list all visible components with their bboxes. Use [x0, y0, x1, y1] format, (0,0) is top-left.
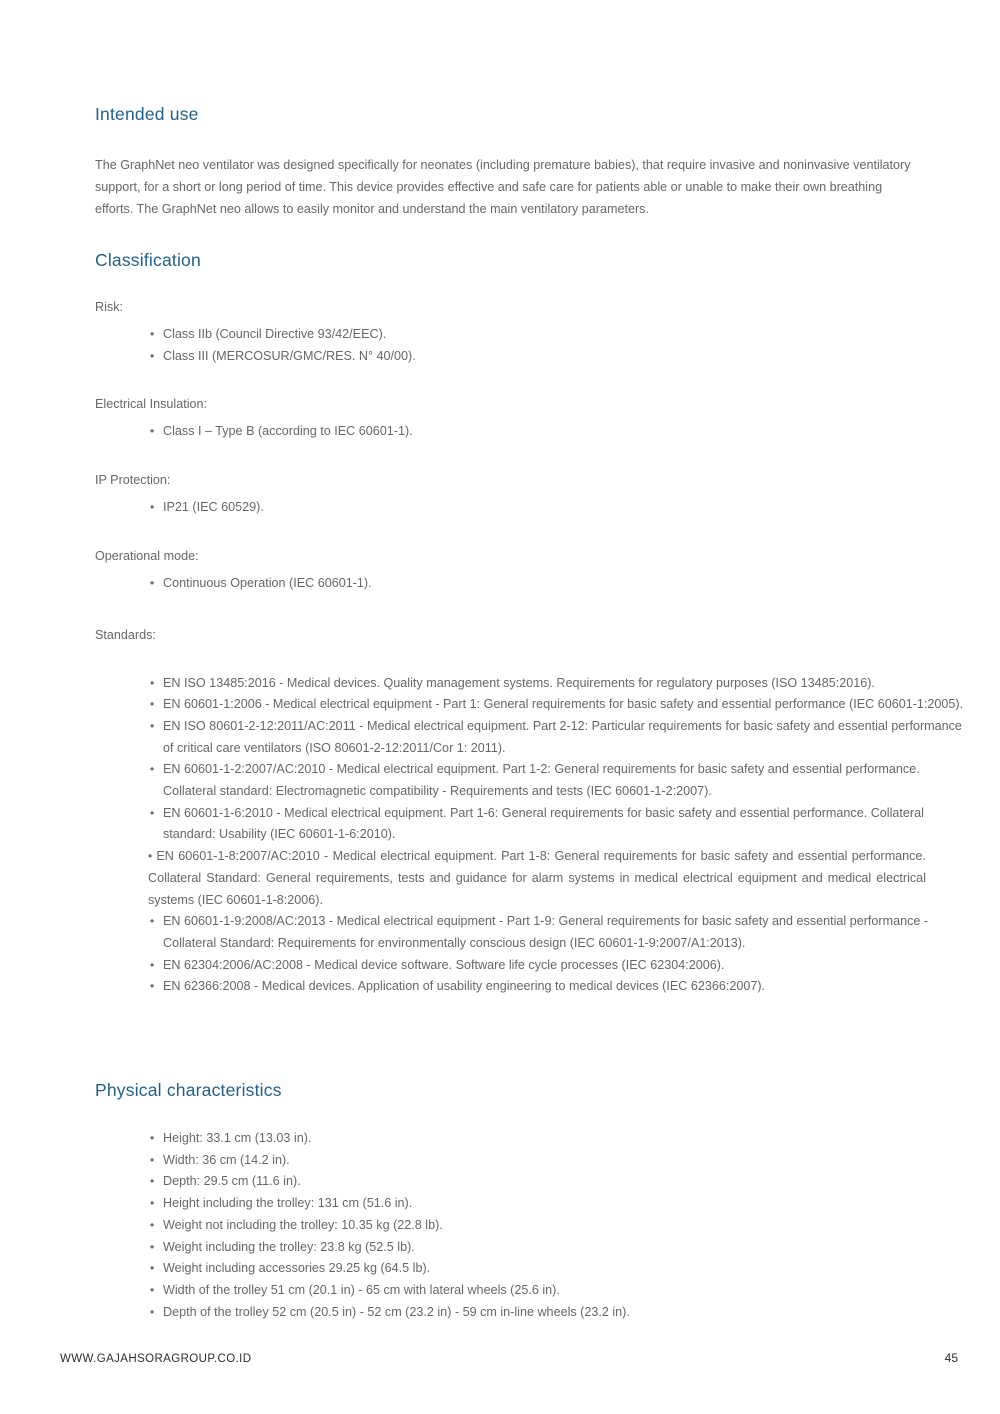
- electrical-insulation-list: [150, 421, 967, 443]
- section-title-classification: Classification: [95, 250, 201, 270]
- list-item: • IP21 (IEC 60529).: [150, 497, 954, 519]
- group-label-standards: Standards:: [95, 627, 156, 642]
- list-item: • Weight including accessories 29.25 kg (64.5 lb).: [150, 1258, 954, 1280]
- list-item: • Class I – Type B (according to IEC 60601-1).: [150, 421, 954, 443]
- list-item: • Continuous Operation (IEC 60601-1).: [150, 573, 954, 595]
- section-title-intended-use: Intended use: [95, 104, 199, 124]
- group-label-ip-protection: IP Protection:: [95, 473, 171, 488]
- page-number: 45: [944, 1351, 958, 1365]
- list-item: • Class III (MERCOSUR/GMC/RES. N° 40/00).: [150, 346, 954, 368]
- list-item: • Weight including the trolley: 23.8 kg (52.5 lb).: [150, 1237, 954, 1259]
- classification-group-operational-mode: [95, 549, 967, 595]
- section-title-physical-characteristics: Physical characteristics: [95, 1080, 282, 1101]
- standards-list: [95, 673, 967, 999]
- group-label-risk: Risk:: [95, 300, 123, 314]
- footer-website: WWW.GAJAHSORAGROUP.CO.ID: [60, 1353, 252, 1365]
- standard-item: • EN ISO 13485:2016 - Medical devices. Quality management systems. Requirements for regulatory purposes (ISO 13485:2016).: [150, 673, 967, 695]
- list-item: • Height: 33.1 cm (13.03 in).: [150, 1128, 954, 1150]
- list-item: • Width: 36 cm (14.2 in).: [150, 1150, 954, 1172]
- standard-item: • EN 60601-1-8:2007/AC:2010 - Medical electrical equipment. Part 1-8: General requirements for basic safety and essential performance. Collateral Standard: General requirements, tests and guidance for alarm systems in medical electrical equipment and medical electrical systems (IEC 60601-1-8:2006).: [148, 846, 926, 911]
- standard-item: • EN 60601-1-9:2008/AC:2013 - Medical electrical equipment - Part 1-9: General requirements for basic safety and essential performance - Collateral Standard: Requirements for environmentally conscious design (IEC 60601-1-9:2007/A1:2013).: [150, 911, 967, 954]
- list-item: • Depth: 29.5 cm (11.6 in).: [150, 1171, 954, 1193]
- risk-list: [150, 324, 967, 367]
- standard-item: • EN ISO 80601-2-12:2011/AC:2011 - Medical electrical equipment. Part 2-12: Particular requirements for basic safety and essential performance of critical care ventilators (ISO 80601-2-12:2011/Cor 1: 2011).: [150, 716, 967, 759]
- classification-group-risk: [95, 300, 967, 367]
- standard-item: • EN 60601-1-2:2007/AC:2010 - Medical electrical equipment. Part 1-2: General requirements for basic safety and essential performance. Collateral standard: Electromagnetic compatibility - Requirements and tests (IEC 60601-1-2:2007).: [150, 759, 967, 802]
- standard-item: • EN 62366:2008 - Medical devices. Application of usability engineering to medical devices (IEC 62366:2007).: [150, 976, 967, 998]
- list-item: • Weight not including the trolley: 10.35 kg (22.8 lb).: [150, 1215, 954, 1237]
- standard-item: • EN 62304:2006/AC:2008 - Medical device software. Software life cycle processes (IEC 62304:2006).: [150, 955, 967, 977]
- ip-protection-list: [150, 497, 967, 519]
- classification-group-electrical-insulation: [95, 397, 967, 443]
- intended-use-paragraph: The GraphNet neo ventilator was designed specifically for neonates (including premature babies), that require invasive and noninvasive ventilatory support, for a short or long period of time. This device provides effective and safe care for patients able or unable to make their own breathing efforts. The GraphNet neo allows to easily monitor and understand the main ventilatory parameters.: [95, 158, 911, 216]
- group-label-electrical-insulation: Electrical Insulation:: [95, 397, 207, 412]
- page-footer: [60, 1351, 958, 1365]
- classification-group-ip-protection: [95, 473, 967, 519]
- physical-characteristics-list: [150, 1128, 967, 1323]
- group-label-operational-mode: Operational mode:: [95, 548, 199, 563]
- list-item: • Height including the trolley: 131 cm (51.6 in).: [150, 1193, 954, 1215]
- operational-mode-list: [150, 573, 967, 595]
- standard-item: • EN 60601-1-6:2010 - Medical electrical equipment. Part 1-6: General requirements for basic safety and essential performance. Collateral standard: Usability (IEC 60601-1-6:2010).: [150, 803, 967, 846]
- list-item: • Depth of the trolley 52 cm (20.5 in) - 52 cm (23.2 in) - 59 cm in-line wheels (23.2 in).: [150, 1302, 954, 1324]
- standard-item: • EN 60601-1:2006 - Medical electrical equipment - Part 1: General requirements for basic safety and essential performance (IEC 60601-1:2005).: [150, 694, 967, 716]
- list-item: • Width of the trolley 51 cm (20.1 in) - 65 cm with lateral wheels (25.6 in).: [150, 1280, 954, 1302]
- list-item: • Class IIb (Council Directive 93/42/EEC).: [150, 324, 954, 346]
